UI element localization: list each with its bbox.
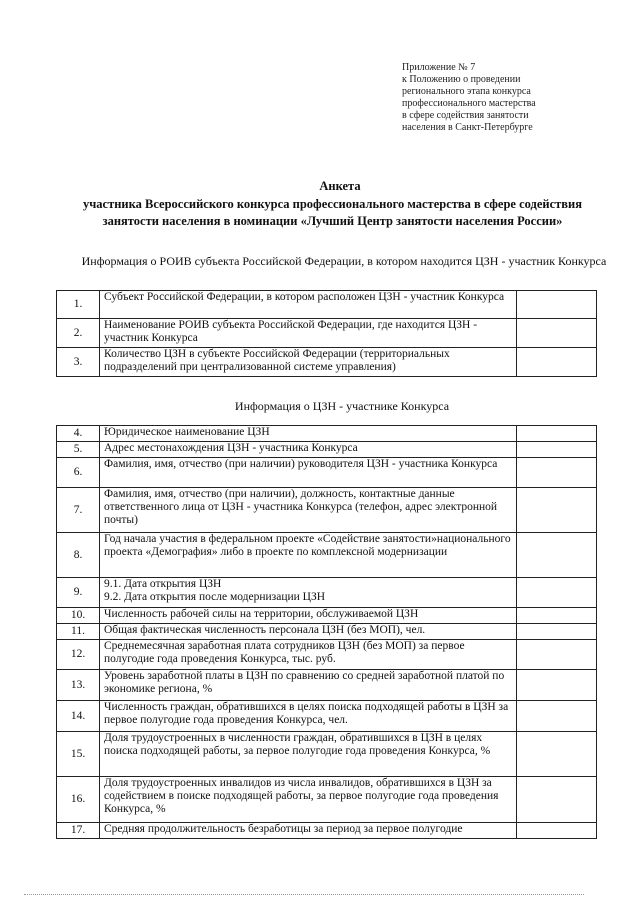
table-row: [57, 442, 597, 458]
row-label: Наименование РОИВ субъекта Российской Федерации, где находится ЦЗН - участник Конкурса: [100, 319, 517, 348]
row-number: 5.: [57, 442, 100, 458]
answer-cell[interactable]: [517, 442, 597, 458]
section2-heading: Информация о ЦЗН - участнике Конкурса: [234, 399, 450, 413]
row-label: Численность граждан, обратившихся в целях поиска подходящей работы в ЦЗН за первое полугодие года проведения Конкурса, чел.: [100, 701, 517, 732]
row-label: Фамилия, имя, отчество (при наличии) руководителя ЦЗН - участника Конкурса: [100, 458, 517, 488]
table-row: [57, 348, 597, 377]
row-number: 11.: [57, 624, 100, 640]
row-number: 13.: [57, 670, 100, 701]
answer-cell[interactable]: [517, 488, 597, 533]
row-number: 8.: [57, 533, 100, 578]
answer-cell[interactable]: [517, 670, 597, 701]
footer-scan-artifact: [24, 893, 584, 895]
answer-cell[interactable]: [517, 777, 597, 823]
row-label: Численность рабочей силы на территории, обслуживаемой ЦЗН: [100, 608, 517, 624]
row-label: Средняя продолжительность безработицы за период за первое полугодие: [100, 823, 517, 839]
row-label: Уровень заработной платы в ЦЗН по сравнению со средней заработной платой по экономике региона, %: [100, 670, 517, 701]
table-row: [57, 777, 597, 823]
appendix-line: к Положению о проведении: [402, 74, 521, 85]
row-label: Адрес местонахождения ЦЗН - участника Конкурса: [100, 442, 517, 458]
roiv-info-table: [56, 290, 597, 377]
answer-cell[interactable]: [517, 319, 597, 348]
row-number: 3.: [57, 348, 100, 377]
row-label: Юридическое наименование ЦЗН: [100, 426, 517, 442]
table-row: [57, 578, 597, 608]
table-row: [57, 488, 597, 533]
answer-cell[interactable]: [517, 458, 597, 488]
table-row: [57, 458, 597, 488]
table-row: [57, 823, 597, 839]
row-number: 15.: [57, 732, 100, 777]
answer-cell[interactable]: [517, 291, 597, 319]
row-label: Субъект Российской Федерации, в котором расположен ЦЗН - участник Конкурса: [100, 291, 517, 319]
row-number: 9.: [57, 578, 100, 608]
row-label: Год начала участия в федеральном проекте «Содействие занятости»национального проекта «Демография» либо в проекте по комплексной модернизации: [100, 533, 517, 578]
appendix-line: населения в Санкт-Петербурге: [402, 122, 533, 133]
appendix-line: Приложение № 7: [402, 62, 476, 73]
row-label: Общая фактическая численность персонала ЦЗН (без МОП), чел.: [100, 624, 517, 640]
row-number: 14.: [57, 701, 100, 732]
table-row: [57, 670, 597, 701]
appendix-note: [402, 62, 602, 134]
answer-cell[interactable]: [517, 732, 597, 777]
row-label: Среднемесячная заработная плата сотрудников ЦЗН (без МОП) за первое полугодие года проведения Конкурса, тыс. руб.: [100, 640, 517, 670]
answer-cell[interactable]: [517, 701, 597, 732]
document-title: Анкета: [319, 179, 361, 193]
row-label: 9.1. Дата открытия ЦЗН 9.2. Дата открытия после модернизации ЦЗН: [100, 578, 517, 608]
row-number: 2.: [57, 319, 100, 348]
answer-cell[interactable]: [517, 533, 597, 578]
row-number: 7.: [57, 488, 100, 533]
answer-cell[interactable]: [517, 608, 597, 624]
row-label: Доля трудоустроенных инвалидов из числа инвалидов, обратившихся в ЦЗН за содействием в поиске подходящей работы, за первое полугодие года проведения Конкурса, %: [100, 777, 517, 823]
answer-cell[interactable]: [517, 823, 597, 839]
appendix-line: регионального этапа конкурса: [402, 86, 531, 97]
answer-cell[interactable]: [517, 578, 597, 608]
row-label: Доля трудоустроенных в численности граждан, обратившихся в ЦЗН в целях поиска подходящей работы, за первое полугодие года проведения Конкурса, %: [100, 732, 517, 777]
table-row: [57, 701, 597, 732]
table-row: [57, 608, 597, 624]
appendix-line: в сфере содействия занятости: [402, 110, 529, 121]
table-row: [57, 291, 597, 319]
table-row: [57, 319, 597, 348]
table-row: [57, 624, 597, 640]
row-number: 1.: [57, 291, 100, 319]
table-row: [57, 640, 597, 670]
document-subtitle: участника Всероссийского конкурса профессионального мастерства в сфере содействия занятости населения в номинации «Лучший Центр занятости населения России»: [82, 197, 583, 228]
czn-info-table: [56, 425, 597, 839]
row-number: 16.: [57, 777, 100, 823]
row-number: 12.: [57, 640, 100, 670]
table-row: [57, 426, 597, 442]
row-number: 17.: [57, 823, 100, 839]
answer-cell[interactable]: [517, 348, 597, 377]
row-number: 6.: [57, 458, 100, 488]
section1-heading: Информация о РОИВ субъекта Российской Федерации, в котором находится ЦЗН - участник Конкурса: [81, 254, 607, 268]
row-label: Фамилия, имя, отчество (при наличии), должность, контактные данные ответственного лица от ЦЗН - участника Конкурса (телефон, адрес электронной почты): [100, 488, 517, 533]
row-number: 4.: [57, 426, 100, 442]
answer-cell[interactable]: [517, 624, 597, 640]
row-label: Количество ЦЗН в субъекте Российской Федерации (территориальных подразделений при централизованной системе управления): [100, 348, 517, 377]
table-row: [57, 732, 597, 777]
row-number: 10.: [57, 608, 100, 624]
table-row: [57, 533, 597, 578]
answer-cell[interactable]: [517, 426, 597, 442]
appendix-line: профессионального мастерства: [402, 98, 536, 109]
answer-cell[interactable]: [517, 640, 597, 670]
